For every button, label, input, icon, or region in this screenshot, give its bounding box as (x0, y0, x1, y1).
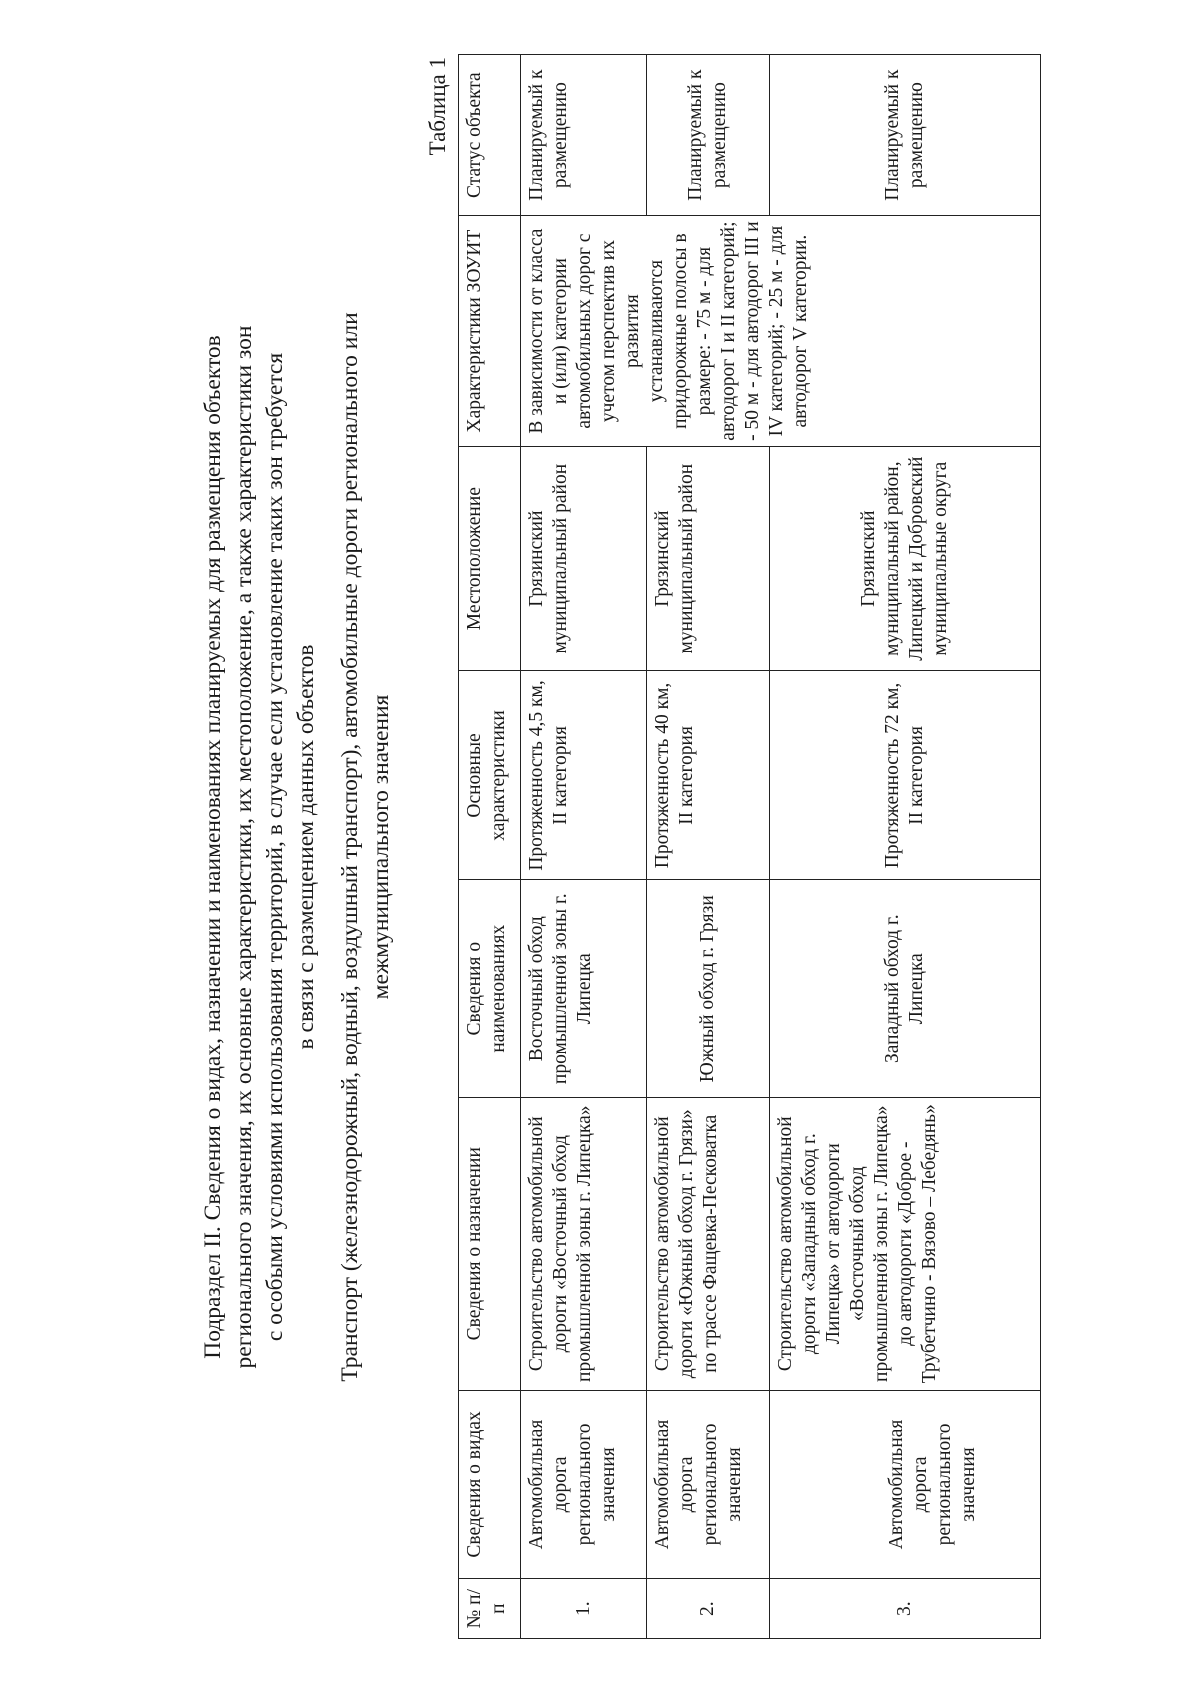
row-location: Грязинский муниципальный район (647, 446, 770, 671)
row-kinds: Автомобильная дорога регионального значения (521, 1390, 647, 1579)
heading-line: с особыми условиями использования территорий, в случае если установление таких зон требуется (262, 352, 288, 1342)
row-num: 2. (647, 1579, 770, 1639)
row-characteristics: Протяженность 40 км, II категория (647, 671, 770, 880)
table-header-row (459, 55, 521, 1639)
header-names: Сведения о наименованиях (459, 880, 521, 1097)
row-characteristics: Протяженность 72 км, II категория (770, 671, 1041, 880)
row-num: 3. (770, 1579, 1041, 1639)
row-status: Планируемый к размещению (770, 55, 1041, 216)
header-num: № п/п (459, 1579, 521, 1639)
row-names: Западный обход г. Липецка (770, 880, 1041, 1097)
row-location: Грязинский муниципальный район, Липецкий и Добровский муниципальные округа (770, 446, 1041, 671)
heading-line: регионального значения, их основные характеристики, их местоположение, а также характеристики зон (231, 325, 257, 1369)
transport-subheading (335, 197, 397, 1497)
header-characteristics: Основные характеристики (459, 671, 521, 880)
row-num: 1. (521, 1579, 647, 1639)
heading-line: Подраздел II. Сведения о видах, назначении и наименованиях планируемых для размещения объектов (200, 335, 226, 1359)
row-kinds: Автомобильная дорога регионального значения (647, 1390, 770, 1579)
heading-line: в связи с размещением данных объектов (293, 644, 319, 1050)
objects-table (458, 54, 1041, 1639)
subheading-line: межмуниципального значения (368, 694, 394, 1000)
subheading-line: Транспорт (железнодорожный, водный, воздушный транспорт), автомобильные дороги регионального или (337, 312, 363, 1382)
section-heading (198, 197, 322, 1497)
header-zouit: Характеристики ЗОУИТ (459, 216, 521, 447)
row-kinds: Автомобильная дорога регионального значения (770, 1390, 1041, 1579)
table-label: Таблица 1 (425, 57, 450, 156)
header-location: Местоположение (459, 446, 521, 671)
row-names: Восточный обход промышленной зоны г. Липецка (521, 880, 647, 1097)
row-status: Планируемый к размещению (647, 55, 770, 216)
row-purpose: Строительство автомобильной дороги «Восточный обход промышленной зоны г. Липецка» (521, 1097, 647, 1390)
row-location: Грязинский муниципальный район (521, 446, 647, 671)
header-status: Статус объекта (459, 55, 521, 216)
row-purpose: Строительство автомобильной дороги «Западный обход г. Липецка» от автодороги «Восточный обход промышленной зоны г. Липецка» до автодороги «Доброе - Трубетчино - Вязово – Лебедянь» (770, 1097, 1041, 1390)
table-row (521, 55, 647, 1639)
row-status: Планируемый к размещению (521, 55, 647, 216)
row-names: Южный обход г. Грязи (647, 880, 770, 1097)
header-kinds: Сведения о видах (459, 1390, 521, 1579)
row-characteristics: Протяженность 4,5 км, II категория (521, 671, 647, 880)
header-purpose: Сведения о назначении (459, 1097, 521, 1390)
zouit-cell: В зависимости от класса и (или) категории автомобильных дорог с учетом перспектив их развития устанавливаются придорожные полосы в размере: - 75 м - для автодорог I и II категорий; - 50 м - для автодорог III и IV категорий; - 25 м - для автодорог V категории. (521, 216, 1041, 447)
row-purpose: Строительство автомобильной дороги «Южный обход г. Грязи» по трассе Фащевка-Песковатка (647, 1097, 770, 1390)
